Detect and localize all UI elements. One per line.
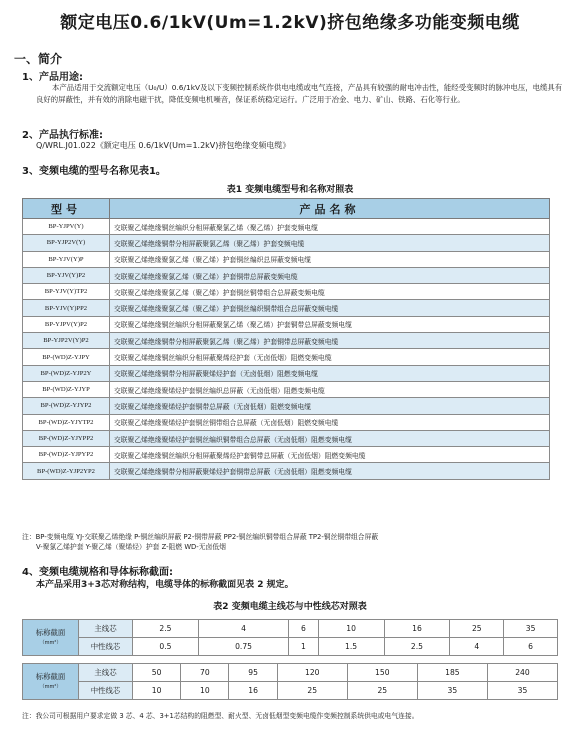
product-name-cell: 交联聚乙烯绝缘铜带分相屏蔽聚氯乙烯（聚乙烯）护套变频电缆 bbox=[110, 235, 550, 251]
product-name-cell: 交联聚乙烯绝缘铜带分相屏蔽聚烯烃护套（无卤低烟）阻燃变频电缆 bbox=[110, 365, 550, 381]
product-name-cell: 交联聚乙烯绝缘铜丝编织分相屏蔽聚烯烃护套铜带总屏蔽（无卤低烟）阻燃变频电缆 bbox=[110, 447, 550, 463]
table-row bbox=[23, 349, 550, 365]
main-core-value: 95 bbox=[229, 664, 277, 682]
table-row bbox=[23, 620, 558, 638]
table-row bbox=[23, 682, 558, 700]
product-name-cell: 交联聚乙烯绝缘聚烯烃护套铜丝编织总屏蔽（无卤低烟）阻燃变频电缆 bbox=[110, 381, 550, 397]
table-row bbox=[23, 316, 550, 332]
table2-note: 注：我公司可根据用户要求定做 3 芯、4 芯、3+1芯结构的阻燃型、耐火型、无卤低烟型变频电缆作变频控制系统供电或电气连接。 bbox=[22, 712, 419, 720]
table1-note-line1: 注：BP-变频电缆 YJ-交联聚乙烯绝缘 P-铜丝编织屏蔽 P2-铜带屏蔽 PP2-铜丝编织铜带组合屏蔽 TP2-铜丝铜带组合屏蔽 bbox=[22, 533, 379, 541]
product-name-cell: 交联聚乙烯绝缘聚烯烃护套铜带总屏蔽（无卤低烟）阻燃变频电缆 bbox=[110, 398, 550, 414]
page-title: 额定电压0.6/1kV(Um=1.2kV)挤包绝缘多功能变频电缆 bbox=[60, 13, 520, 33]
model-code-cell: BP-(WD)Z-YJP2Y bbox=[23, 365, 110, 381]
label-text: 标称截面 bbox=[35, 671, 66, 681]
model-code-cell: BP-(WD)Z-YJYPP2 bbox=[23, 430, 110, 446]
table-row bbox=[23, 267, 550, 283]
table-row bbox=[23, 284, 550, 300]
heading-product-use: 1、产品用途: bbox=[22, 72, 83, 83]
main-core-value: 6 bbox=[289, 620, 318, 638]
nominal-section-label bbox=[23, 620, 79, 656]
product-name-cell: 交联聚乙烯绝缘聚烯烃护套铜丝铜带组合总屏蔽（无卤低烟）阻燃变频电缆 bbox=[110, 414, 550, 430]
model-name-table bbox=[22, 198, 550, 480]
model-code-cell: BP-YJV(Y)PP2 bbox=[23, 300, 110, 316]
model-code-cell: BP-(WD)Z-YJYP bbox=[23, 381, 110, 397]
neutral-core-value: 35 bbox=[487, 682, 557, 700]
model-code-cell: BP-YJV(Y)TP2 bbox=[23, 284, 110, 300]
product-name-cell: 交联聚乙烯绝缘聚氯乙烯（聚乙烯）护套铜丝铜带组合总屏蔽变频电缆 bbox=[110, 284, 550, 300]
table-row bbox=[23, 219, 550, 235]
main-core-label: 主线芯 bbox=[79, 620, 133, 638]
neutral-core-value: 35 bbox=[417, 682, 487, 700]
main-core-value: 150 bbox=[347, 664, 417, 682]
table-row bbox=[23, 638, 558, 656]
model-code-cell: BP-YJP2V(Y) bbox=[23, 235, 110, 251]
table-row bbox=[23, 381, 550, 397]
main-core-value: 4 bbox=[198, 620, 288, 638]
main-core-value: 120 bbox=[277, 664, 347, 682]
table-row bbox=[23, 447, 550, 463]
product-name-cell: 交联聚乙烯绝缘聚烯烃护套铜丝编织铜带组合总屏蔽（无卤低烟）阻燃变频电缆 bbox=[110, 430, 550, 446]
product-name-cell: 交联聚乙烯绝缘聚氯乙烯（聚乙烯）护套铜丝编织总屏蔽变频电缆 bbox=[110, 251, 550, 267]
table1-note-line2: V-聚氯乙烯护套 Y-聚乙烯（聚烯烃）护套 Z-阻燃 WD-无卤低烟 bbox=[36, 543, 226, 551]
table-row bbox=[23, 300, 550, 316]
standard-text: Q/WRL.J01.022《额定电压 0.6/1kV(Um=1.2kV)挤包绝缘变频电缆》 bbox=[36, 141, 291, 150]
neutral-core-value: 0.75 bbox=[198, 638, 288, 656]
main-core-value: 2.5 bbox=[133, 620, 199, 638]
neutral-core-value: 6 bbox=[504, 638, 558, 656]
model-code-cell: BP-YJPV(Y)P2 bbox=[23, 316, 110, 332]
header-model: 型号 bbox=[23, 199, 110, 219]
neutral-core-label: 中性线芯 bbox=[79, 638, 133, 656]
section-heading-intro: 一、简介 bbox=[14, 52, 63, 66]
heading-specs: 4、变频电缆规格和导体标称截面: bbox=[22, 567, 173, 578]
table-row bbox=[23, 235, 550, 251]
table-row bbox=[23, 251, 550, 267]
nominal-section-label bbox=[23, 664, 79, 700]
neutral-core-value: 25 bbox=[347, 682, 417, 700]
main-core-label: 主线芯 bbox=[79, 664, 133, 682]
neutral-core-value: 10 bbox=[181, 682, 229, 700]
product-name-cell: 交联聚乙烯绝缘铜带分相屏蔽聚氯乙烯（聚乙烯）护套铜带总屏蔽变频电缆 bbox=[110, 333, 550, 349]
main-core-value: 16 bbox=[384, 620, 450, 638]
label-unit: （mm²） bbox=[39, 683, 62, 690]
model-code-cell: BP-(WD)Z-YJP2YP2 bbox=[23, 463, 110, 479]
table-row bbox=[23, 430, 550, 446]
label-text: 标称截面 bbox=[35, 627, 66, 637]
main-core-value: 185 bbox=[417, 664, 487, 682]
table-row bbox=[23, 463, 550, 479]
model-code-cell: BP-YJP2V(Y)P2 bbox=[23, 333, 110, 349]
main-core-value: 25 bbox=[450, 620, 504, 638]
label-unit: （mm²） bbox=[39, 639, 62, 646]
header-product-name: 产品名称 bbox=[110, 199, 550, 219]
model-code-cell: BP-(WD)Z-YJYTP2 bbox=[23, 414, 110, 430]
table-row bbox=[23, 414, 550, 430]
model-code-cell: BP-(WD)Z-YJYP2 bbox=[23, 398, 110, 414]
product-use-text bbox=[36, 82, 566, 106]
specs-text: 本产品采用3+3芯对称结构，电缆导体的标称截面见表 2 规定。 bbox=[36, 580, 294, 590]
neutral-core-value: 25 bbox=[277, 682, 347, 700]
section-table-group1 bbox=[22, 619, 558, 656]
model-code-cell: BP-YJV(Y)P bbox=[23, 251, 110, 267]
product-name-cell: 交联聚乙烯绝缘聚氯乙烯（聚乙烯）护套铜丝编织铜带组合总屏蔽变频电缆 bbox=[110, 300, 550, 316]
product-name-cell: 交联聚乙烯绝缘聚氯乙烯（聚乙烯）护套铜带总屏蔽变频电缆 bbox=[110, 267, 550, 283]
product-name-cell: 交联聚乙烯绝缘铜丝编织分相屏蔽聚烯烃护套（无卤低烟）阻燃变频电缆 bbox=[110, 349, 550, 365]
main-core-value: 50 bbox=[133, 664, 181, 682]
neutral-core-value: 4 bbox=[450, 638, 504, 656]
main-core-value: 240 bbox=[487, 664, 557, 682]
neutral-core-label: 中性线芯 bbox=[79, 682, 133, 700]
table1-caption: 表1 变频电缆型号和名称对照表 bbox=[226, 185, 354, 195]
table1-header-row bbox=[23, 199, 550, 219]
table2-caption: 表2 变频电缆主线芯与中性线芯对照表 bbox=[213, 602, 367, 612]
model-code-cell: BP-(WD)Z-YJPYP2 bbox=[23, 447, 110, 463]
product-name-cell: 交联聚乙烯绝缘铜带分相屏蔽聚烯烃护套铜带总屏蔽（无卤低烟）阻燃变频电缆 bbox=[110, 463, 550, 479]
product-name-cell: 交联聚乙烯绝缘铜丝编织分相屏蔽聚氯乙烯（聚乙烯）护套变频电缆 bbox=[110, 219, 550, 235]
main-core-value: 35 bbox=[504, 620, 558, 638]
main-core-value: 70 bbox=[181, 664, 229, 682]
neutral-core-value: 16 bbox=[229, 682, 277, 700]
table-row bbox=[23, 398, 550, 414]
table1-body bbox=[23, 219, 550, 480]
neutral-core-value: 10 bbox=[133, 682, 181, 700]
model-code-cell: BP-(WD)Z-YJPY bbox=[23, 349, 110, 365]
model-code-cell: BP-YJPV(Y) bbox=[23, 219, 110, 235]
table-row bbox=[23, 333, 550, 349]
section-table-group2 bbox=[22, 663, 558, 700]
neutral-core-value: 1 bbox=[289, 638, 318, 656]
table-row bbox=[23, 365, 550, 381]
neutral-core-value: 1.5 bbox=[318, 638, 384, 656]
heading-model-names: 3、变频电缆的型号名称见表1。 bbox=[22, 166, 166, 177]
product-name-cell: 交联聚乙烯绝缘铜丝编织分相屏蔽聚氯乙烯（聚乙烯）护套铜带总屏蔽变频电缆 bbox=[110, 316, 550, 332]
neutral-core-value: 2.5 bbox=[384, 638, 450, 656]
neutral-core-value: 0.5 bbox=[133, 638, 199, 656]
model-code-cell: BP-YJV(Y)P2 bbox=[23, 267, 110, 283]
heading-standard: 2、产品执行标准: bbox=[22, 130, 103, 141]
product-use-body: 本产品适用于交流额定电压（U₀/U）0.6/1kV及以下变频控制系统作供电电缆或电气连接，产品具有较强的耐电冲击性，能经受变频时的脉冲电压，电缆具有良好的屏蔽性，并有效的消除电磁干扰，降低变频电机噪音，保证系统稳定运行。广泛用于冶金、电力、矿山、铁路、石化等行业。 bbox=[36, 83, 563, 104]
main-core-value: 10 bbox=[318, 620, 384, 638]
table-row bbox=[23, 664, 558, 682]
